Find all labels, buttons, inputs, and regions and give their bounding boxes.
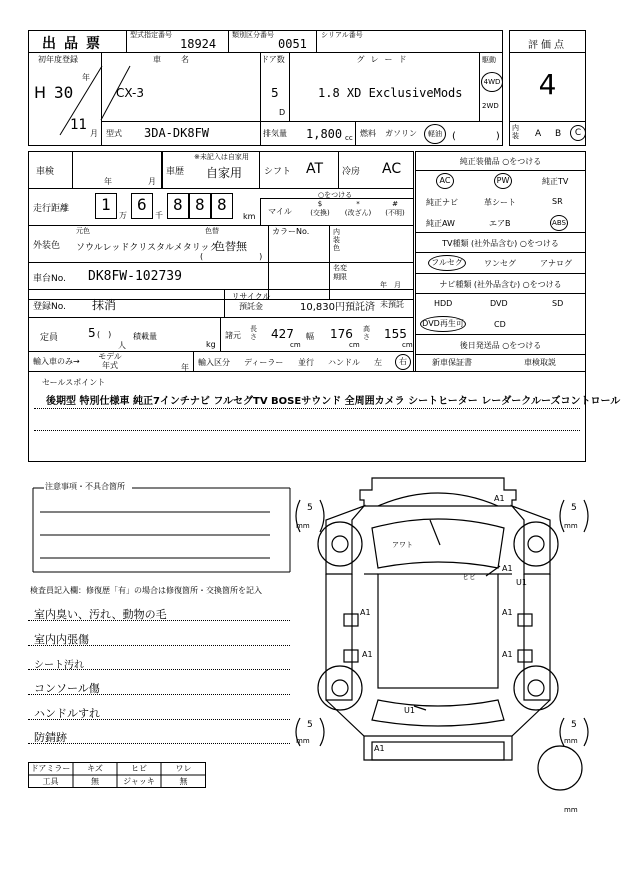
handle-label: ハンドル xyxy=(328,358,360,367)
equip-sr: SR xyxy=(552,197,563,206)
docs-warranty: 新車保証書 xyxy=(432,358,472,367)
mileage-digit-2-text: 6 xyxy=(137,195,147,214)
handle-left: 左 xyxy=(374,358,382,367)
navi-dvd: DVD xyxy=(490,299,508,308)
note-line-1: 室内臭い、汚れ、動物の毛 xyxy=(34,608,167,621)
mileage-digit-3-text: 8 xyxy=(173,195,183,214)
legend-jack-value: 無 xyxy=(179,777,188,786)
tire-rr-unit: mm xyxy=(564,737,578,745)
docs-title: 後日発送品 ○をつける xyxy=(459,341,542,350)
interior-grade-a: A xyxy=(535,129,542,139)
inspector-label: 検査員記入欄：修復歴「有」の場合は修復箇所・交換箇所を記入 xyxy=(30,586,262,595)
model-cert-value: 18924 xyxy=(180,37,217,51)
cooler-value: AC xyxy=(382,161,402,177)
era: H xyxy=(34,83,47,102)
sales-point-text: 後期型 特別仕様車 純正7インチナビ フルセグTV BOSEサウンド 全周囲カメラ シートヒーター レーダークルーズコントロール xyxy=(46,396,621,407)
inspection-year-unit: 年 xyxy=(104,177,112,186)
inspection-month-unit: 月 xyxy=(148,177,156,186)
displacement-value: 1,800 xyxy=(306,127,343,141)
vin-value: DK8FW-102739 xyxy=(88,269,182,284)
grade-label: グレード xyxy=(356,55,413,64)
navi-dvd-play-circled: DVD再生可 xyxy=(420,316,466,332)
mileage-opt-exchange: $ (交換) xyxy=(310,200,330,217)
interior-grade-b: B xyxy=(555,129,562,139)
vin-label: 車台No. xyxy=(33,274,66,284)
recolor-value: 色替無 xyxy=(214,240,247,253)
registration-label: 登録No. xyxy=(33,302,66,312)
grade-value: 1.8 XD ExclusiveMods xyxy=(318,86,463,100)
mark-right-door-a1: A1 xyxy=(502,608,513,617)
year-unit: 年 xyxy=(82,73,90,82)
std-equip-title: 純正装備品 ○をつける xyxy=(459,157,542,166)
mark-right-rear-a1: A1 xyxy=(502,650,513,659)
mark-front-a1: A1 xyxy=(494,494,505,503)
model-cert-label: 型式指定番号 xyxy=(130,31,172,39)
mileage-label: 走行距離 xyxy=(33,204,70,214)
displacement-unit: cc xyxy=(345,134,353,142)
note-line-5: ハンドルすれ xyxy=(34,707,100,720)
sales-point-label: セールスポイント xyxy=(42,378,106,387)
tv-oneseg: ワンセグ xyxy=(484,259,516,268)
recolor-label: 色替 xyxy=(205,227,219,235)
tv-fullseg-circled: フルセグ xyxy=(428,255,466,271)
tv-analog: アナログ xyxy=(540,259,572,268)
ext-color-label: 外装色 xyxy=(33,241,61,251)
capacity-value: 5 xyxy=(88,326,96,340)
load-label: 積載量 xyxy=(133,332,157,341)
legend-break: ワレ xyxy=(175,764,192,773)
mark-rf-a1: A1 xyxy=(502,564,513,573)
car-name-label: 車名 xyxy=(153,55,209,64)
class-label: 類別区分番号 xyxy=(232,31,274,39)
recycle-label: リサイクル 預託金 xyxy=(231,292,271,311)
import-opt-dealer: ディーラー xyxy=(244,358,284,367)
capacity-label: 定員 xyxy=(40,333,59,343)
mark-rear-u1: U1 xyxy=(404,706,415,715)
mileage-opt-unknown: # (不明) xyxy=(385,200,405,217)
shift-value: AT xyxy=(306,161,324,177)
usage-note: ※未記入は自家用 xyxy=(194,153,249,161)
load-unit: kg xyxy=(206,340,216,349)
mileage-digit-5-text: 8 xyxy=(217,195,227,214)
navi-title: ナビ種類 (社外品含む) ○をつける xyxy=(439,280,562,289)
serial-label: シリアル番号 xyxy=(321,31,363,39)
mileage-digit-1-text: 1 xyxy=(101,195,111,214)
mileage-digit-4-text: 8 xyxy=(195,195,205,214)
fuel-diesel-circled: 軽油 xyxy=(424,124,446,144)
drive-2wd: 2WD xyxy=(482,102,499,110)
shift-label: シフト xyxy=(264,167,292,177)
mileage-man-unit: 万 xyxy=(119,211,127,220)
mark-windshield-note: アワト xyxy=(392,541,413,549)
rating-value: 4 xyxy=(538,68,557,101)
usage-label: 車歴 xyxy=(166,167,185,177)
handle-right-circled: 右 xyxy=(395,354,411,370)
door-type: D xyxy=(279,108,286,117)
import-opt-parallel: 並行 xyxy=(298,358,314,367)
equip-navi: 純正ナビ xyxy=(426,198,458,207)
mark-rear-a1: A1 xyxy=(374,744,385,753)
drive-4wd-circled: 4WD xyxy=(481,72,503,92)
mileage-opt-mile: マイル xyxy=(268,207,292,216)
drive-label: 駆動 xyxy=(482,56,496,64)
usage-value: 自家用 xyxy=(206,166,243,180)
fuel-gasoline: ガソリン xyxy=(385,129,417,138)
form-title: 出品票 xyxy=(42,36,108,52)
height-value: 155 xyxy=(384,327,407,341)
recycle-value: 10,830円預託済 xyxy=(300,302,375,313)
interior-grade-c-circled: C xyxy=(570,125,586,141)
navi-sd: SD xyxy=(552,299,564,308)
width-value: 176 xyxy=(330,327,353,341)
doors-label: ドア数 xyxy=(261,55,285,64)
model-year-unit: 年 xyxy=(181,363,189,372)
height-label: 高さ xyxy=(363,325,370,341)
car-name: CX-3 xyxy=(116,86,144,100)
month-unit: 月 xyxy=(90,129,98,138)
tire-fl-depth: 5 xyxy=(307,503,313,513)
interior-label: 内装 xyxy=(512,124,519,140)
legend-jack: ジャッキ xyxy=(123,777,155,786)
color-value: ソウルレッドクリスタルメタリック xyxy=(76,243,219,253)
fuel-other-paren: ( ) xyxy=(452,131,500,142)
note-line-6: 防錆跡 xyxy=(34,731,67,744)
mark-left-rear-a1: A1 xyxy=(362,650,373,659)
length-label: 長さ xyxy=(250,325,257,341)
model-year-label: モデル 年式 xyxy=(98,352,122,370)
import-label: 輸入車のみ→ xyxy=(33,357,80,366)
legend-tools: 工具 xyxy=(42,777,59,786)
tire-fl-unit: mm xyxy=(296,522,310,530)
name-change-label: 名変 期限 xyxy=(333,264,347,281)
first-reg-label: 初年度登録 xyxy=(38,55,78,64)
tv-title: TV種類 (社外品含む) ○をつける xyxy=(442,239,559,248)
capacity-unit: 人 xyxy=(118,341,126,350)
width-unit: cm xyxy=(349,341,360,349)
first-reg-month: 11 xyxy=(70,117,87,133)
equip-tv: 純正TV xyxy=(542,177,569,186)
cooler-label: 冷房 xyxy=(342,167,361,177)
equip-leather: 革シート xyxy=(484,198,516,207)
int-color-label: 内装色 xyxy=(333,228,340,252)
note-line-2: 室内内張傷 xyxy=(34,633,89,646)
legend-scratch: キズ xyxy=(87,764,103,773)
displacement-label: 排気量 xyxy=(263,129,287,138)
equip-ac-circled: AC xyxy=(436,173,454,189)
rating-label: 評価点 xyxy=(528,40,567,51)
height-unit: cm xyxy=(402,341,413,349)
length-unit: cm xyxy=(290,341,301,349)
type-value: 3DA-DK8FW xyxy=(144,126,210,140)
equip-pw-circled: PW xyxy=(494,173,512,189)
inspection-label: 車検 xyxy=(36,167,55,177)
name-change-ym: 年 月 xyxy=(380,281,401,289)
notes-title: 注意事項・不具合箇所 xyxy=(45,482,125,491)
tire-rl-depth: 5 xyxy=(307,720,313,730)
recycle-status: 未預託 xyxy=(380,300,404,309)
mark-rf-u1: U1 xyxy=(516,578,527,587)
color-no-label: カラーNo. xyxy=(272,227,310,236)
class-value: 0051 xyxy=(278,37,307,51)
recolor-paren: ( ) xyxy=(200,252,263,261)
tire-fr-depth: 5 xyxy=(571,503,577,513)
docs-manual: 車検取説 xyxy=(524,358,556,367)
legend-door-mirror: ドアミラー xyxy=(30,764,71,773)
tire-rl-unit: mm xyxy=(296,737,310,745)
mileage-check-note: ○をつける xyxy=(318,191,353,199)
width-label: 幅 xyxy=(306,332,314,341)
equip-airbag: エアB xyxy=(489,219,511,228)
legend-tools-value: 無 xyxy=(91,777,99,786)
type-label: 型式 xyxy=(106,129,122,138)
mileage-sen-unit: 千 xyxy=(155,211,163,220)
tire-rr-depth: 5 xyxy=(571,720,577,730)
note-line-3: シート汚れ xyxy=(34,660,84,671)
navi-hdd: HDD xyxy=(434,299,453,308)
first-reg-year: 30 xyxy=(54,83,74,102)
doors-value: 5 xyxy=(271,86,279,100)
mileage-unit: km xyxy=(243,212,256,221)
legend-crack: ヒビ xyxy=(131,764,147,773)
tire-fr-unit: mm xyxy=(564,522,578,530)
mark-crack-note: ヒビ xyxy=(462,573,476,581)
dims-label: 諸元 xyxy=(225,331,241,340)
mark-left-door-a1: A1 xyxy=(360,608,371,617)
fuel-label: 燃料 xyxy=(360,129,376,138)
registration-value: 抹消 xyxy=(92,298,117,312)
import-class-label: 輸入区分 xyxy=(198,358,230,367)
navi-cd: CD xyxy=(494,320,506,329)
equip-abs-circled: ABS xyxy=(550,215,568,231)
capacity-paren: ( ) xyxy=(97,330,112,339)
equip-aw: 純正AW xyxy=(426,219,455,228)
length-value: 427 xyxy=(271,327,294,341)
tire-spare-unit: mm xyxy=(564,806,578,814)
orig-color-label: 元色 xyxy=(76,227,90,235)
mileage-opt-tampered: * (改ざん) xyxy=(344,200,372,217)
note-line-4: コンソール傷 xyxy=(34,682,100,695)
